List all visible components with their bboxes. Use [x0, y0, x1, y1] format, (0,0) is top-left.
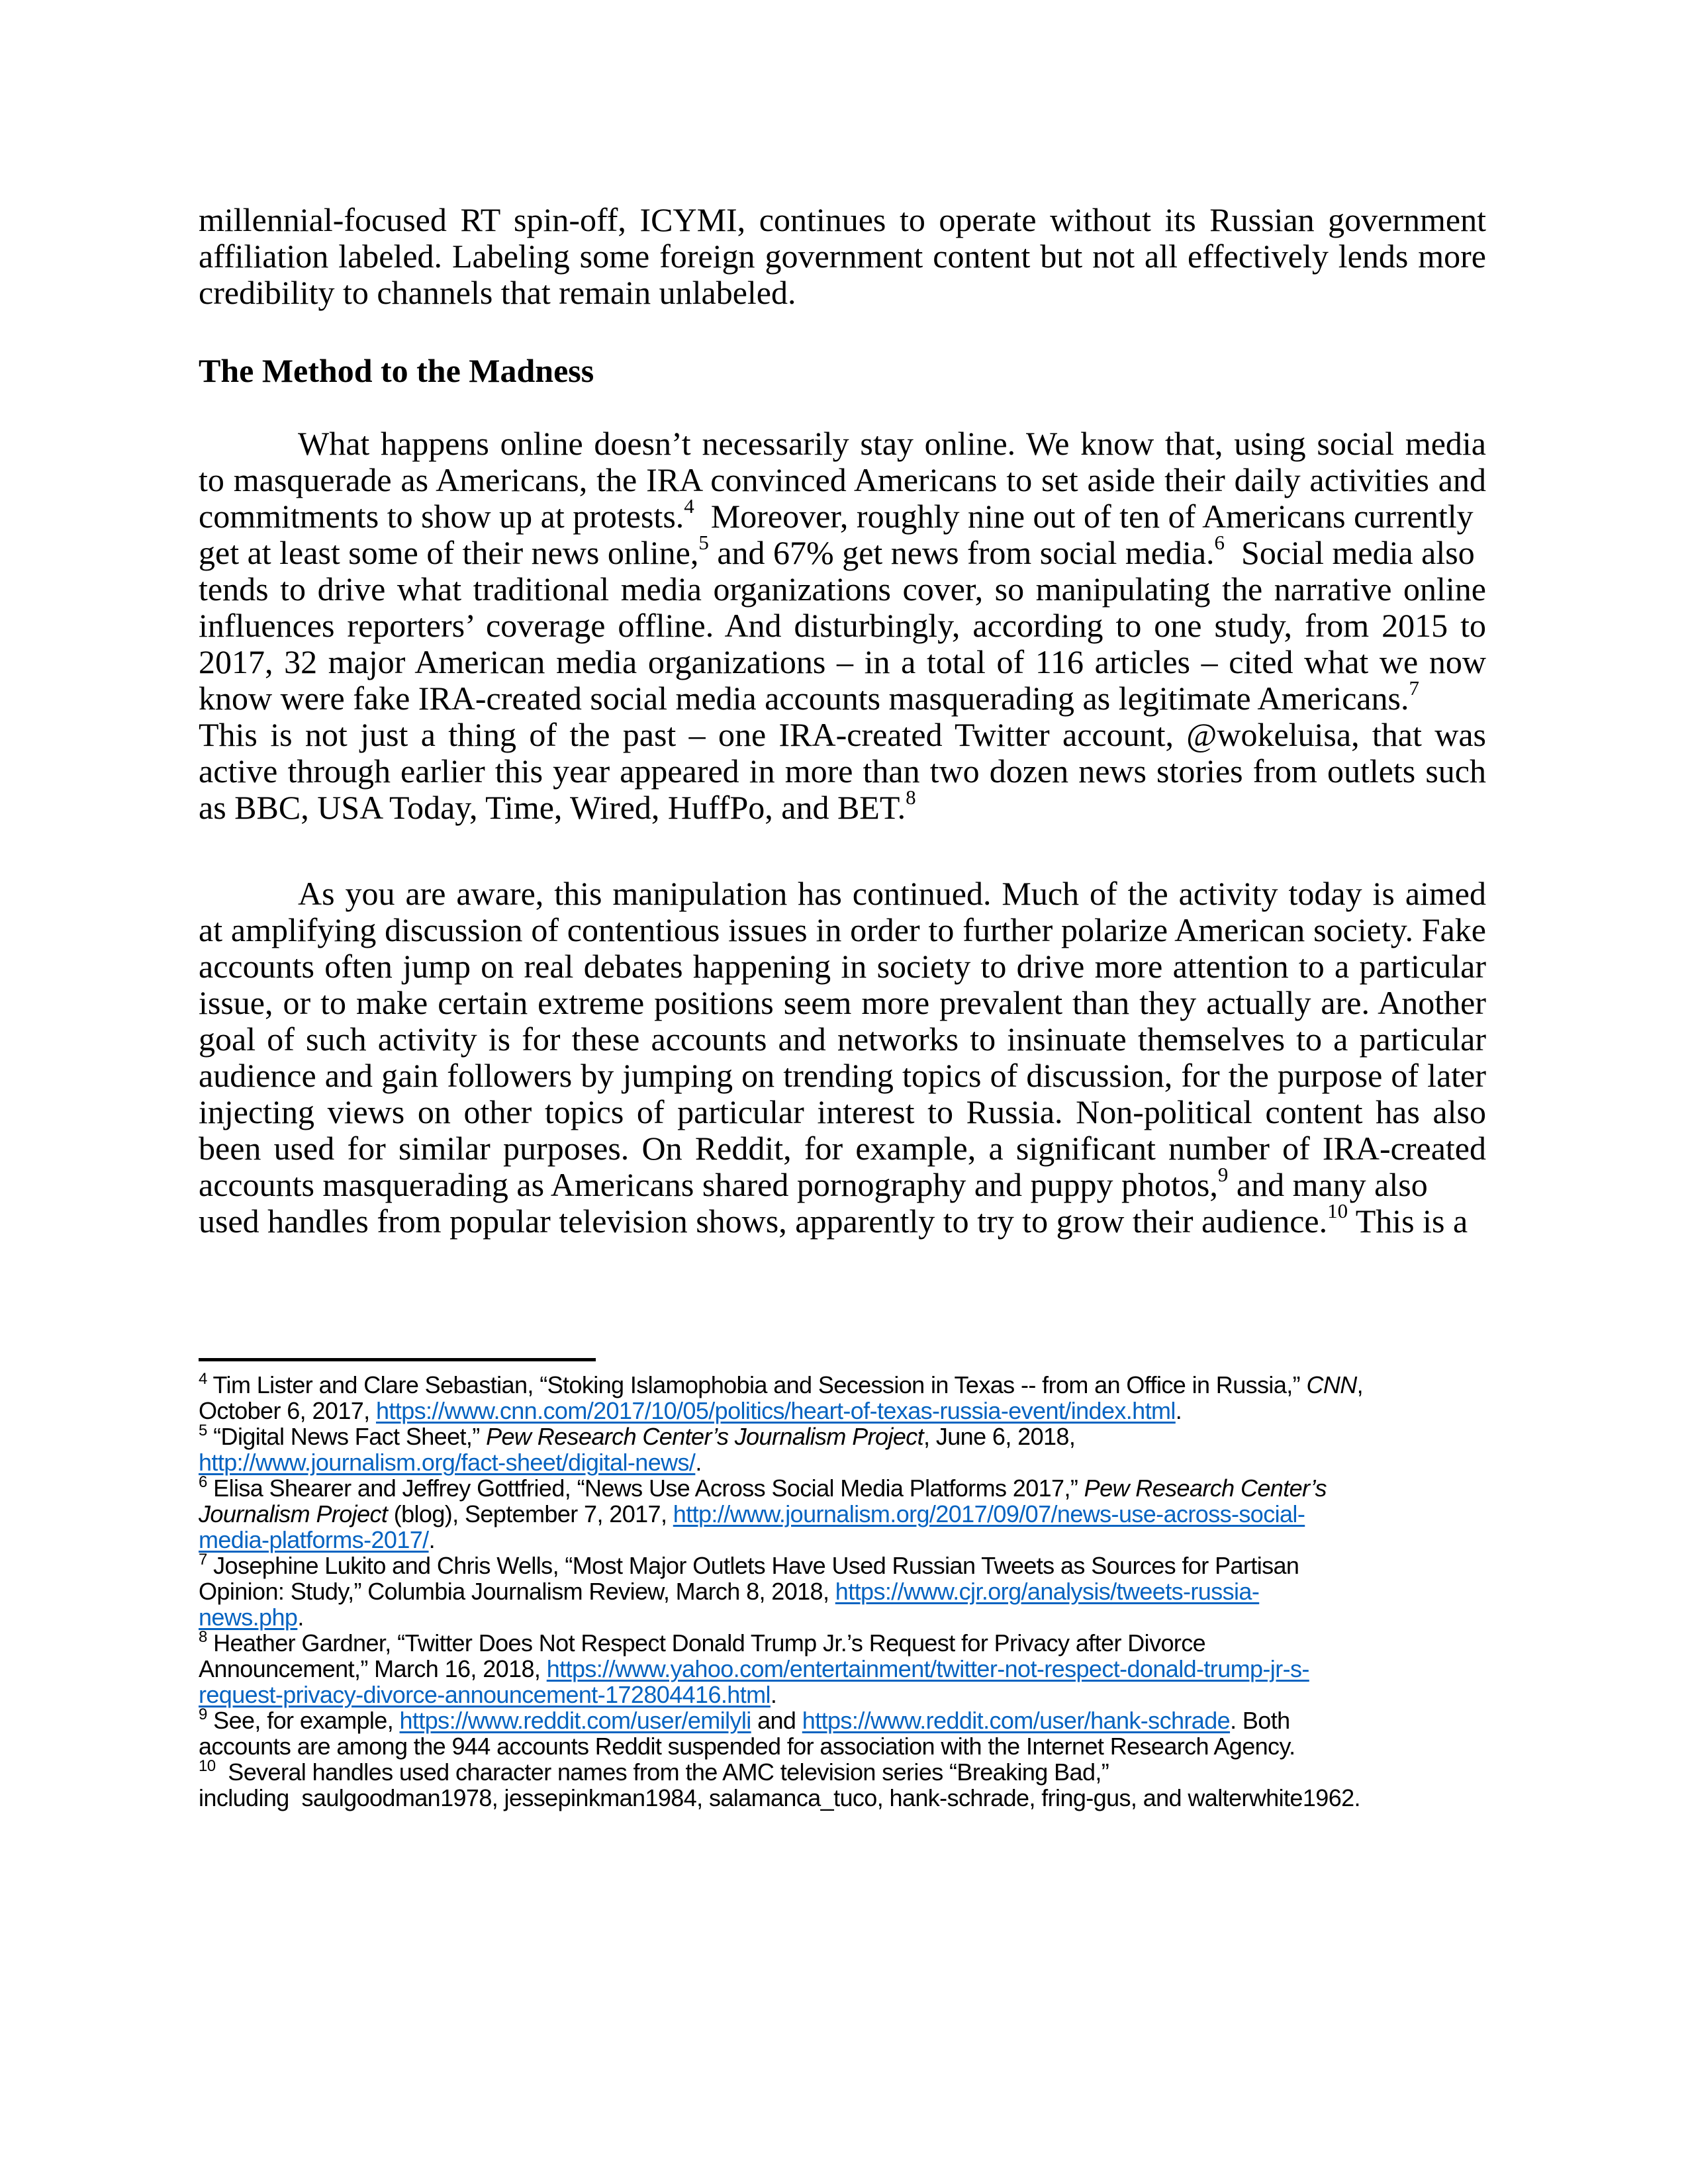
- footnote-text: .: [428, 1526, 435, 1553]
- text-line: As you are aware, this manipulation has continued. Much of the activity today is aimed: [298, 875, 1486, 912]
- text-segment: accounts masquerading as Americans shared pornography and puppy photos,: [199, 1166, 1218, 1203]
- text-segment: used handles from popular television shows, apparently to try to grow their audience.: [199, 1203, 1328, 1240]
- text-segment: and many also: [1228, 1166, 1428, 1203]
- paragraph-manipulation-continued: [199, 876, 1486, 1240]
- footnote-text: .: [1175, 1397, 1182, 1424]
- footnote-5: [199, 1424, 1486, 1475]
- text-line: tends to drive what traditional media organizations cover, so manipulating the narrative online: [199, 570, 1486, 608]
- text-line: [199, 1199, 1486, 1240]
- footnote-text: and: [751, 1707, 802, 1734]
- footnote-link[interactable]: request-privacy-divorce-announcement-172804416.html: [199, 1681, 771, 1708]
- text-line: [199, 676, 1486, 717]
- footnote-line: [199, 1733, 1486, 1759]
- footnote-text: Tim Lister and Clare Sebastian, “Stoking Islamophobia and Secession in Texas -- from an Office in Russia,”: [207, 1371, 1307, 1398]
- footnote-line: [199, 1475, 1486, 1501]
- footnote-10: [199, 1759, 1486, 1811]
- footnote-line: [199, 1424, 1486, 1449]
- publication-name: Pew Research Center’s: [1084, 1475, 1327, 1502]
- footnote-text: Announcement,” March 16, 2018,: [199, 1655, 547, 1682]
- footnote-ref-6[interactable]: 6: [1214, 531, 1225, 554]
- text-line: [199, 1163, 1486, 1203]
- publication-name: CNN: [1306, 1371, 1357, 1398]
- text-segment: as BBC, USA Today, Time, Wired, HuffPo, and BET.: [199, 789, 906, 826]
- paragraph-online-influence: [199, 426, 1486, 826]
- footnote-link[interactable]: http://www.journalism.org/fact-sheet/digital-news/: [199, 1449, 696, 1476]
- intro-paragraph: [199, 202, 1486, 311]
- text-line: audience and gain followers by jumping on trending topics of discussion, for the purpose of later: [199, 1057, 1486, 1094]
- footnote-line: [199, 1630, 1486, 1656]
- footnote-line: [199, 1398, 1486, 1424]
- footnote-text: “Digital News Fact Sheet,”: [207, 1423, 487, 1450]
- footnote-link[interactable]: news.php: [199, 1604, 298, 1631]
- footnote-4: [199, 1372, 1486, 1424]
- footnote-9: [199, 1707, 1486, 1759]
- footnote-text: , June 6, 2018,: [923, 1423, 1076, 1450]
- text-line: credibility to channels that remain unlabeled.: [199, 274, 796, 311]
- text-line: millennial-focused RT spin-off, ICYMI, continues to operate without its Russian government: [199, 201, 1486, 238]
- footnote-line: [199, 1449, 1486, 1475]
- footnote-text: including saulgoodman1978, jessepinkman1984, salamanca_tuco, hank-schrade, fring-gus, and walterwhite1962.: [199, 1784, 1360, 1811]
- footnote-line: [199, 1707, 1486, 1733]
- footnote-link[interactable]: https://www.yahoo.com/entertainment/twitter-not-respect-donald-trump-jr-s-: [546, 1655, 1309, 1682]
- footnote-separator: [199, 1358, 596, 1361]
- footnote-ref-8[interactable]: 8: [906, 786, 916, 809]
- text-line: accounts often jump on real debates happening in society to drive more attention to a particular: [199, 948, 1486, 985]
- footnotes: [199, 1372, 1486, 1811]
- footnote-link[interactable]: http://www.journalism.org/2017/09/07/news-use-across-social-: [673, 1500, 1305, 1527]
- footnote-link[interactable]: https://www.cjr.org/analysis/tweets-russia-: [835, 1578, 1260, 1605]
- text-segment: Social media also: [1225, 534, 1475, 571]
- section-heading: The Method to the Madness: [199, 352, 594, 389]
- footnote-number: 9: [199, 1706, 207, 1723]
- footnote-line: [199, 1578, 1486, 1604]
- footnote-text: accounts are among the 944 accounts Reddit suspended for association with the Internet Research Agency.: [199, 1733, 1295, 1760]
- footnote-ref-4[interactable]: 4: [684, 494, 694, 518]
- text-segment: This is a: [1348, 1203, 1468, 1240]
- footnote-ref-7[interactable]: 7: [1409, 676, 1419, 700]
- publication-name: Pew Research Center’s Journalism Project: [486, 1423, 924, 1450]
- footnote-text: .: [695, 1449, 702, 1476]
- footnote-link[interactable]: https://www.reddit.com/user/hank-schrade: [802, 1707, 1231, 1734]
- footnote-number: 10: [199, 1757, 216, 1775]
- footnote-line: [199, 1759, 1486, 1785]
- footnote-line: [199, 1785, 1486, 1811]
- footnote-text: Josephine Lukito and Chris Wells, “Most Major Outlets Have Used Russian Tweets as Sources for Partisan: [207, 1552, 1299, 1579]
- text-line: [199, 531, 1486, 571]
- footnote-number: 6: [199, 1473, 207, 1491]
- text-line: goal of such activity is for these accounts and networks to insinuate themselves to a particular: [199, 1021, 1486, 1058]
- footnote-number: 8: [199, 1628, 207, 1646]
- footnote-line: [199, 1656, 1486, 1682]
- footnote-ref-5[interactable]: 5: [698, 531, 709, 554]
- text-line: injecting views on other topics of particular interest to Russia. Non-political content has also: [199, 1093, 1486, 1130]
- text-segment: Moreover, roughly nine out of ten of Americans currently: [694, 498, 1474, 535]
- footnote-line: [199, 1682, 1486, 1707]
- footnote-line: [199, 1604, 1486, 1630]
- footnote-7: [199, 1553, 1486, 1630]
- footnote-number: 4: [199, 1370, 207, 1388]
- footnote-text: .: [770, 1681, 777, 1708]
- footnote-8: [199, 1630, 1486, 1707]
- text-line: 2017, 32 major American media organizations – in a total of 116 articles – cited what we now: [199, 643, 1486, 680]
- text-line: active through earlier this year appeared in more than two dozen news stories from outlets such: [199, 752, 1486, 790]
- text-segment: get at least some of their news online,: [199, 534, 699, 571]
- footnote-text: ,: [1356, 1371, 1364, 1398]
- text-line: This is not just a thing of the past – one IRA-created Twitter account, @wokeluisa, that was: [199, 716, 1486, 753]
- text-line: What happens online doesn’t necessarily stay online. We know that, using social media: [298, 425, 1486, 462]
- footnote-line: [199, 1372, 1486, 1398]
- footnote-6: [199, 1475, 1486, 1553]
- footnote-number: 5: [199, 1422, 207, 1439]
- text-line: [199, 494, 1486, 535]
- footnote-line: [199, 1527, 1486, 1553]
- text-segment: know were fake IRA-created social media accounts masquerading as legitimate Americans.: [199, 680, 1409, 717]
- footnote-link[interactable]: media-platforms-2017/: [199, 1526, 429, 1553]
- text-line: at amplifying discussion of contentious issues in order to further polarize American society. Fake: [199, 911, 1486, 948]
- footnote-text: . Both: [1230, 1707, 1290, 1734]
- text-line: influences reporters’ coverage offline. And disturbingly, according to one study, from 2015 to: [199, 607, 1486, 644]
- publication-name: Journalism Project: [199, 1500, 388, 1527]
- text-segment: commitments to show up at protests.: [199, 498, 684, 535]
- footnote-number: 7: [199, 1551, 207, 1569]
- footnote-text: Opinion: Study,” Columbia Journalism Review, March 8, 2018,: [199, 1578, 835, 1605]
- footnote-line: [199, 1501, 1486, 1527]
- footnote-text: Elisa Shearer and Jeffrey Gottfried, “News Use Across Social Media Platforms 2017,”: [207, 1475, 1084, 1502]
- text-line: to masquerade as Americans, the IRA convinced Americans to set aside their daily activities and: [199, 461, 1486, 498]
- footnote-text: Several handles used character names from the AMC television series “Breaking Bad,”: [215, 1758, 1109, 1786]
- text-line: [199, 786, 1486, 826]
- footnote-text: (blog), September 7, 2017,: [387, 1500, 673, 1527]
- footnote-line: [199, 1553, 1486, 1578]
- footnote-link[interactable]: https://www.reddit.com/user/emilyli: [399, 1707, 751, 1734]
- text-line: affiliation labeled. Labeling some foreign government content but not all effectively lends more: [199, 238, 1486, 275]
- text-line: issue, or to make certain extreme positions seem more prevalent than they actually are. Another: [199, 984, 1486, 1021]
- text-segment: and 67% get news from social media.: [708, 534, 1215, 571]
- footnote-ref-9[interactable]: 9: [1217, 1163, 1229, 1186]
- footnote-text: October 6, 2017,: [199, 1397, 376, 1424]
- text-line: been used for similar purposes. On Reddit, for example, a significant number of IRA-created: [199, 1130, 1486, 1167]
- footnote-text: See, for example,: [207, 1707, 400, 1734]
- footnote-text: Heather Gardner, “Twitter Does Not Respect Donald Trump Jr.’s Request for Privacy after Divorce: [207, 1629, 1206, 1657]
- footnote-ref-10[interactable]: 10: [1327, 1199, 1348, 1222]
- footnote-text: .: [297, 1604, 304, 1631]
- footnote-link[interactable]: https://www.cnn.com/2017/10/05/politics/heart-of-texas-russia-event/index.html: [375, 1397, 1176, 1424]
